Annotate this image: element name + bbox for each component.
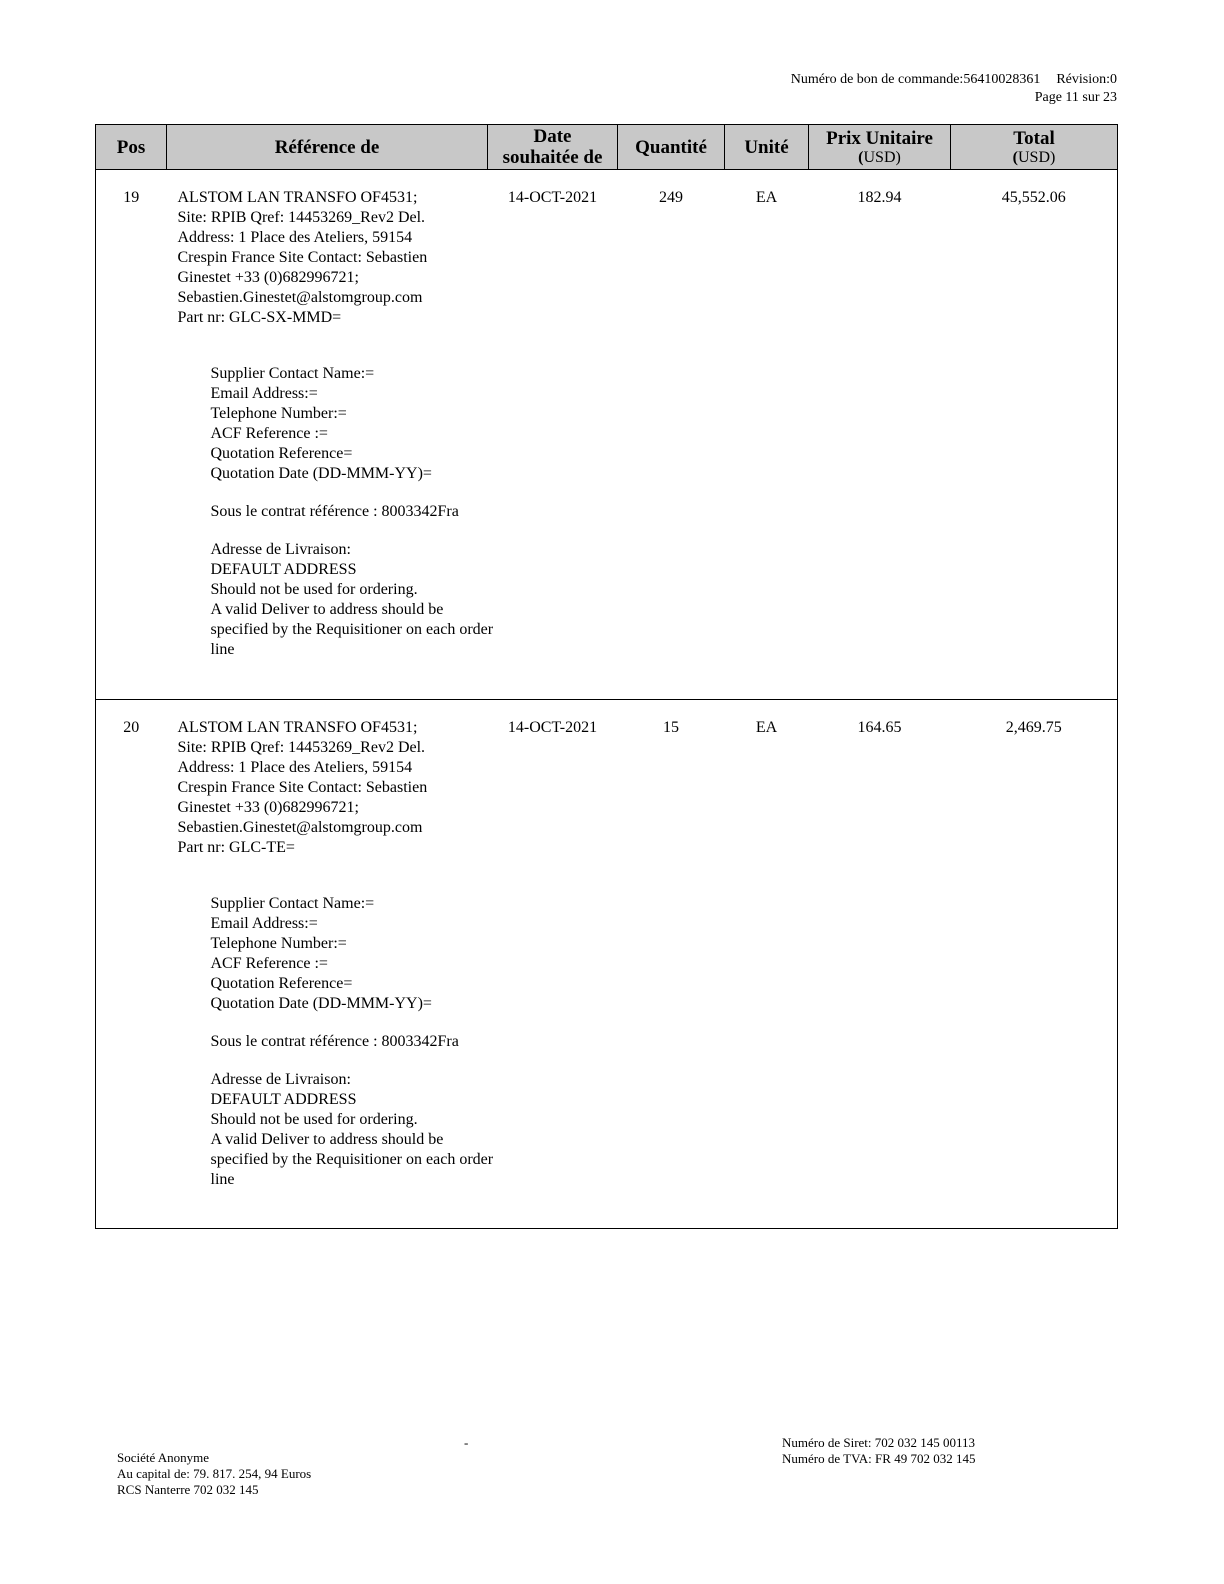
page-header bbox=[791, 71, 1117, 107]
col-total: Total (USD) bbox=[951, 125, 1118, 170]
order-lines-table bbox=[95, 124, 1118, 1229]
row-unit-price: 182.94 bbox=[857, 189, 902, 206]
footer-line: Société Anonyme bbox=[117, 1450, 210, 1465]
row-unit: EA bbox=[755, 189, 778, 206]
supplier-info: Supplier Contact Name:= Email Address:= Telephone Number:= ACF Reference := Quotation Reference= Quotation Date (DD-MMM-YY)= bbox=[210, 365, 432, 482]
footer-company-info bbox=[117, 1450, 311, 1498]
table-row bbox=[96, 170, 1118, 700]
footer-line: RCS Nanterre 702 032 145 bbox=[117, 1482, 259, 1497]
contract-reference: Sous le contrat référence : 8003342Fra bbox=[210, 1033, 459, 1050]
col-pos: Pos bbox=[96, 125, 167, 170]
footer-line: Numéro de Siret: 702 032 145 00113 bbox=[782, 1435, 976, 1450]
footer-dash: - bbox=[464, 1435, 469, 1450]
row-description bbox=[167, 700, 494, 1229]
table-header-row bbox=[96, 125, 1118, 170]
row-unit: EA bbox=[755, 719, 778, 736]
row-unit-price: 164.65 bbox=[857, 719, 902, 736]
po-number-line bbox=[791, 71, 1117, 89]
col-date: Date souhaitée de bbox=[488, 125, 618, 170]
col-unit-price: Prix Unitaire (USD) bbox=[809, 125, 951, 170]
row-quantity: 249 bbox=[659, 189, 683, 206]
row-description bbox=[167, 170, 494, 700]
delivery-address: Adresse de Livraison: DEFAULT ADDRESS Should not be used for ordering. A valid Deliver to address should be specified by the Requisitioner on each order line bbox=[210, 1071, 494, 1188]
row-quantity: 15 bbox=[663, 719, 679, 736]
row-total: 2,469.75 bbox=[1005, 719, 1062, 736]
page-indicator: Page 11 sur 23 bbox=[1034, 90, 1117, 105]
col-quantity: Quantité bbox=[618, 125, 725, 170]
footer-registration-info bbox=[782, 1435, 975, 1467]
row-pos: 19 bbox=[123, 189, 140, 206]
item-description: ALSTOM LAN TRANSFO OF4531; Site: RPIB Qref: 14453269_Rev2 Del. Address: 1 Place des Ateliers, 59154 Crespin France Site Contact: Sebastien Ginestet +33 (0)682996721; Sebastien.Ginestet@alstomgroup.com Part nr: GLC-SX-MMD= bbox=[177, 189, 428, 326]
contract-reference: Sous le contrat référence : 8003342Fra bbox=[210, 503, 459, 520]
item-description: ALSTOM LAN TRANSFO OF4531; Site: RPIB Qref: 14453269_Rev2 Del. Address: 1 Place des Ateliers, 59154 Crespin France Site Contact: Sebastien Ginestet +33 (0)682996721; Sebastien.Ginestet@alstomgroup.com Part nr: GLC-TE= bbox=[177, 719, 428, 856]
table-row bbox=[96, 700, 1118, 1229]
row-total: 45,552.06 bbox=[1001, 189, 1066, 206]
row-date: 14-OCT-2021 bbox=[507, 719, 598, 736]
row-date: 14-OCT-2021 bbox=[507, 189, 598, 206]
col-unit: Unité bbox=[725, 125, 809, 170]
row-pos: 20 bbox=[123, 719, 140, 736]
col-reference: Référence de bbox=[167, 125, 488, 170]
footer-line: Au capital de: 79. 817. 254, 94 Euros bbox=[117, 1466, 312, 1481]
revision: Révision:0 bbox=[1056, 72, 1117, 87]
delivery-address: Adresse de Livraison: DEFAULT ADDRESS Should not be used for ordering. A valid Deliver to address should be specified by the Requisitioner on each order line bbox=[210, 541, 494, 658]
supplier-info: Supplier Contact Name:= Email Address:= Telephone Number:= ACF Reference := Quotation Reference= Quotation Date (DD-MMM-YY)= bbox=[210, 895, 432, 1012]
footer-line: Numéro de TVA: FR 49 702 032 145 bbox=[782, 1451, 976, 1466]
po-number: Numéro de bon de commande:56410028361 bbox=[790, 72, 1041, 87]
